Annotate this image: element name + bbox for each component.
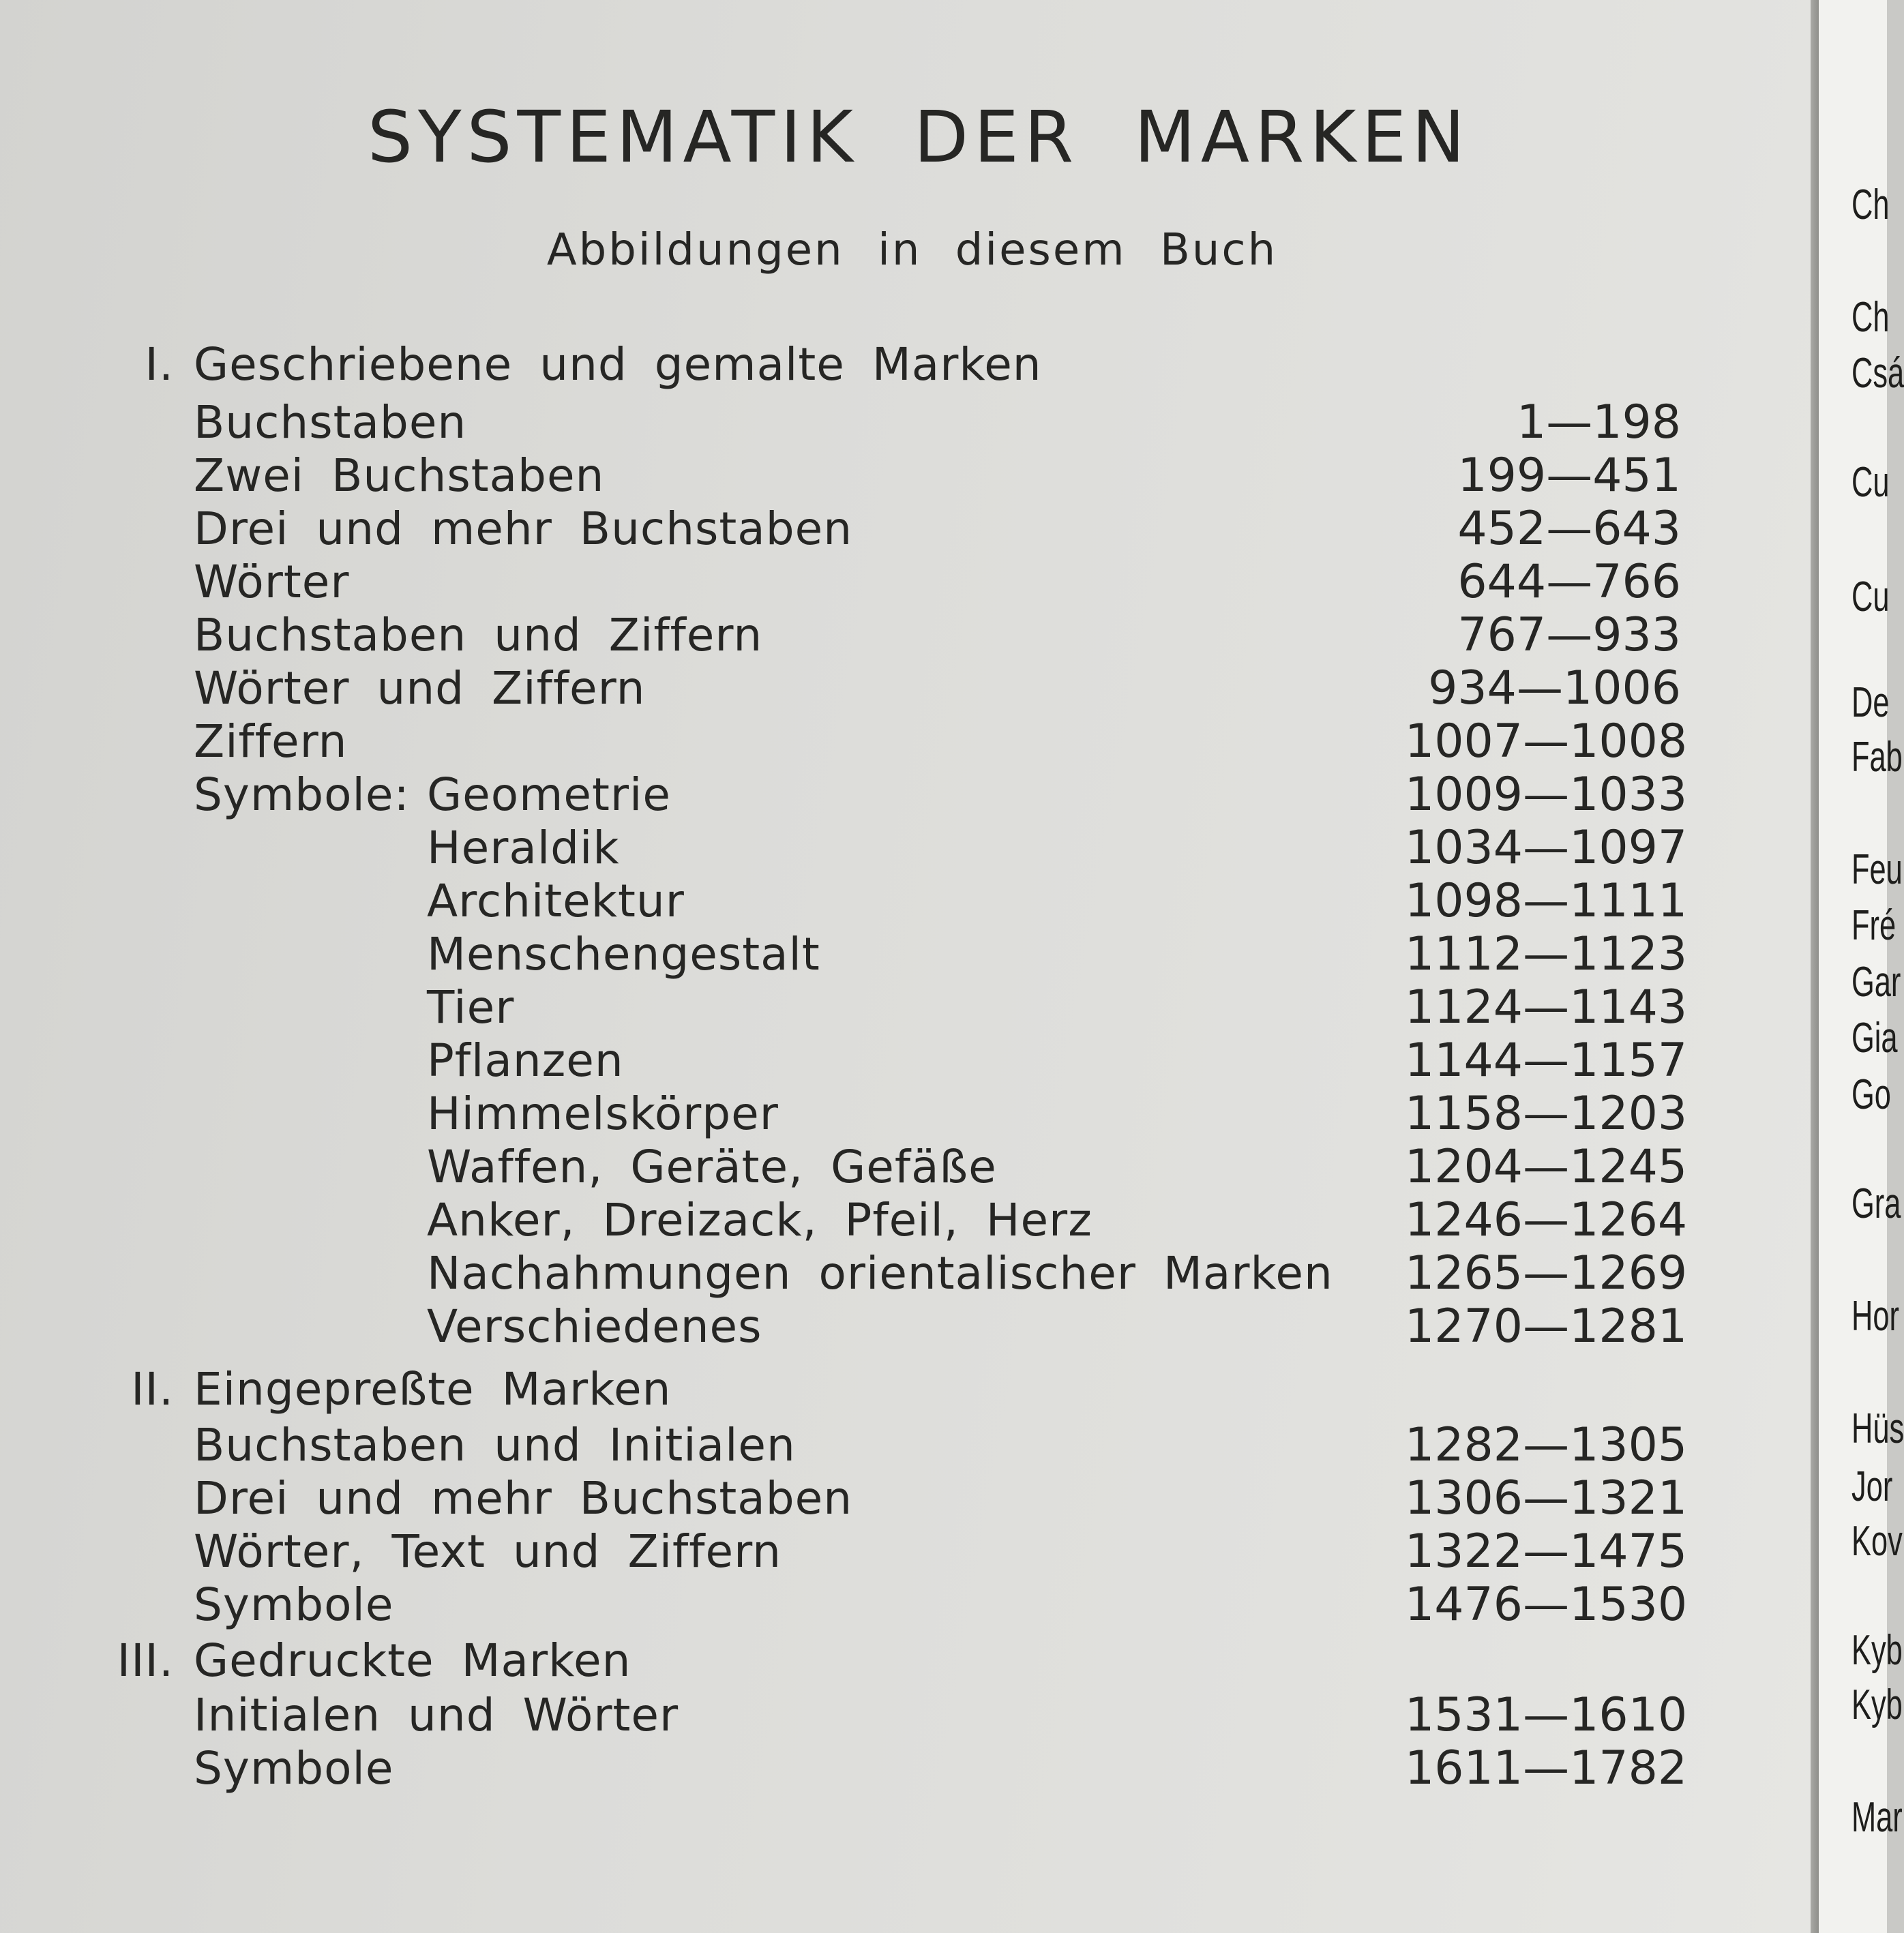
range-text — [1405, 980, 1688, 1035]
list-item — [0, 980, 1811, 1035]
facing-page-fragment: Kyb — [1851, 1627, 1903, 1674]
range-to: 198 — [1592, 395, 1681, 449]
facing-page-fragment: Feu — [1851, 846, 1903, 893]
section-heading — [0, 1634, 1811, 1688]
range-dash: — — [1523, 715, 1570, 768]
range-text — [1405, 874, 1688, 929]
range-text — [1405, 502, 1681, 556]
range-from: 767 — [1457, 608, 1547, 662]
section-number: III. — [117, 1634, 174, 1687]
range-dash: — — [1523, 1688, 1570, 1742]
range-from: 1204 — [1405, 1140, 1523, 1194]
page-title: SYSTEMATIK DER MARKEN — [367, 95, 1470, 179]
range-dash: — — [1523, 1087, 1570, 1141]
list-item — [0, 449, 1811, 503]
facing-page-fragment: Ch — [1851, 181, 1890, 228]
range-text — [1405, 1688, 1688, 1743]
range-text — [1405, 661, 1681, 716]
range-to: 1097 — [1569, 821, 1688, 875]
list-item — [0, 1140, 1811, 1195]
list-item — [0, 1688, 1811, 1743]
range-text — [1405, 395, 1681, 450]
range-dash: — — [1516, 661, 1563, 715]
list-item — [0, 1578, 1811, 1632]
range-to: 766 — [1592, 555, 1681, 609]
range-to: 1530 — [1569, 1578, 1688, 1632]
range-from: 452 — [1457, 502, 1547, 556]
range-from: 1144 — [1405, 1034, 1523, 1088]
range-text — [1405, 1578, 1688, 1632]
list-item — [0, 555, 1811, 610]
facing-page-fragment: Cu — [1851, 573, 1890, 620]
range-dash: — — [1523, 1471, 1570, 1525]
range-from: 1531 — [1405, 1688, 1523, 1742]
range-from: 1 — [1516, 395, 1547, 449]
range-dash: — — [1546, 555, 1593, 609]
range-from: 1158 — [1405, 1087, 1523, 1141]
range-dash: — — [1523, 1300, 1570, 1353]
range-dash: — — [1523, 768, 1570, 822]
list-item — [0, 608, 1811, 663]
range-from: 644 — [1457, 555, 1547, 609]
range-from: 1306 — [1405, 1471, 1523, 1525]
list-item — [0, 1087, 1811, 1141]
section-heading — [0, 338, 1811, 392]
range-to: 1264 — [1569, 1193, 1688, 1247]
facing-page-fragment: Mar — [1851, 1794, 1903, 1841]
section-number: I. — [145, 338, 174, 391]
facing-page-fragment: De — [1851, 679, 1890, 726]
list-item — [0, 768, 1811, 822]
range-dash: — — [1523, 1525, 1570, 1578]
range-to: 933 — [1592, 608, 1681, 662]
facing-page-fragment: Fab — [1851, 734, 1903, 781]
section-title: Geschriebene und gemalte Marken — [194, 338, 1042, 391]
range-from: 1124 — [1405, 980, 1523, 1034]
range-to: 1111 — [1569, 874, 1688, 928]
list-item — [0, 927, 1811, 982]
range-text — [1405, 1140, 1688, 1195]
facing-page-fragment: Kov — [1851, 1518, 1903, 1565]
range-to: 1203 — [1569, 1087, 1688, 1141]
range-text — [1405, 555, 1681, 610]
entry-label: Buchstaben und Initialen — [194, 1419, 796, 1471]
entry-prefix: Symbole: — [194, 768, 410, 821]
range-to: 1006 — [1562, 661, 1681, 715]
range-to: 1782 — [1569, 1741, 1688, 1795]
list-item — [0, 1525, 1811, 1579]
entry-label: Buchstaben und Ziffern — [194, 609, 763, 661]
facing-page-fragment: Fré — [1851, 902, 1896, 949]
range-to: 1033 — [1569, 768, 1688, 822]
entry-label: Wörter — [194, 556, 350, 608]
range-dash: — — [1523, 927, 1570, 981]
range-from: 1265 — [1405, 1246, 1523, 1300]
range-from: 1282 — [1405, 1418, 1523, 1472]
range-to: 1281 — [1569, 1300, 1688, 1353]
entry-label: Initialen und Wörter — [194, 1689, 679, 1741]
range-dash: — — [1546, 608, 1593, 662]
list-item — [0, 715, 1811, 769]
facing-page-fragment: Csá — [1851, 350, 1904, 397]
range-text — [1405, 608, 1681, 663]
entry-label: Waffen, Geräte, Gefäße — [427, 1141, 997, 1193]
range-to: 1008 — [1569, 715, 1688, 768]
range-to: 1475 — [1569, 1525, 1688, 1578]
range-text — [1405, 1418, 1688, 1473]
list-item — [0, 1418, 1811, 1473]
entry-label: Wörter und Ziffern — [194, 662, 646, 715]
facing-page-fragment: Gar — [1851, 959, 1901, 1006]
list-item — [0, 874, 1811, 929]
range-text — [1405, 715, 1688, 769]
facing-page-fragment: Kyb — [1851, 1681, 1903, 1728]
entry-label: Wörter, Text und Ziffern — [194, 1525, 782, 1578]
book-gutter — [1811, 0, 1819, 1933]
range-from: 1476 — [1405, 1578, 1523, 1632]
range-dash: — — [1523, 1034, 1570, 1088]
range-to: 1305 — [1569, 1418, 1688, 1472]
facing-page-fragment: Ch — [1851, 294, 1890, 341]
range-from: 1009 — [1405, 768, 1523, 822]
entry-label: Drei und mehr Buchstaben — [194, 503, 853, 555]
range-dash: — — [1523, 1193, 1570, 1247]
list-item — [0, 821, 1811, 875]
list-item — [0, 1300, 1811, 1354]
range-dash: — — [1523, 1578, 1570, 1632]
entry-label: Verschiedenes — [427, 1300, 762, 1353]
range-text — [1405, 1193, 1688, 1248]
list-item — [0, 1034, 1811, 1088]
range-from: 1322 — [1405, 1525, 1523, 1578]
entry-label: Nachahmungen orientalischer Marken — [427, 1247, 1333, 1300]
section-number: II. — [131, 1363, 174, 1415]
range-from: 934 — [1428, 661, 1517, 715]
range-from: 1246 — [1405, 1193, 1523, 1247]
range-dash: — — [1546, 395, 1593, 449]
list-item — [0, 502, 1811, 556]
range-dash: — — [1546, 449, 1593, 503]
entry-label: Symbole — [194, 1578, 394, 1631]
range-text — [1405, 1034, 1688, 1088]
range-text — [1405, 449, 1681, 503]
list-item — [0, 1741, 1811, 1796]
facing-page-fragment: Hüs — [1851, 1405, 1904, 1452]
range-dash: — — [1523, 821, 1570, 875]
range-from: 199 — [1457, 449, 1547, 503]
range-text — [1405, 1471, 1688, 1526]
range-from: 1270 — [1405, 1300, 1523, 1353]
list-item — [0, 661, 1811, 716]
range-from: 1611 — [1405, 1741, 1523, 1795]
range-from: 1098 — [1405, 874, 1523, 928]
range-to: 451 — [1592, 449, 1681, 503]
entry-label: Menschengestalt — [427, 928, 820, 980]
list-item — [0, 1471, 1811, 1526]
range-text — [1405, 821, 1688, 875]
range-to: 1321 — [1569, 1471, 1688, 1525]
list-item — [0, 395, 1811, 450]
range-text — [1405, 1300, 1688, 1354]
range-to: 643 — [1592, 502, 1681, 556]
range-to: 1610 — [1569, 1688, 1688, 1742]
facing-page-fragment: Gra — [1851, 1180, 1901, 1227]
range-text — [1405, 1246, 1688, 1301]
range-dash: — — [1523, 1140, 1570, 1194]
facing-page-fragment: Hor — [1851, 1293, 1899, 1340]
range-text — [1405, 1525, 1688, 1579]
range-from: 1034 — [1405, 821, 1523, 875]
range-dash: — — [1523, 874, 1570, 928]
list-item — [0, 1246, 1811, 1301]
entry-label: Anker, Dreizack, Pfeil, Herz — [427, 1194, 1092, 1246]
facing-page-fragment: Go — [1851, 1071, 1891, 1118]
range-dash: — — [1546, 502, 1593, 556]
entry-label: Drei und mehr Buchstaben — [194, 1472, 853, 1525]
range-from: 1007 — [1405, 715, 1523, 768]
facing-page-fragment: Cu — [1851, 459, 1890, 506]
entry-label: Buchstaben — [194, 396, 467, 449]
page-subtitle: Abbildungen in diesem Buch — [546, 225, 1278, 275]
section-title: Eingepreßte Marken — [194, 1363, 672, 1415]
entry-label: Ziffern — [194, 715, 348, 768]
entry-label: Himmelskörper — [427, 1088, 779, 1140]
entry-label: Pflanzen — [427, 1034, 624, 1087]
entry-label: Zwei Buchstaben — [194, 449, 605, 502]
range-dash: — — [1523, 1741, 1570, 1795]
list-item — [0, 1193, 1811, 1248]
range-text — [1405, 1741, 1688, 1796]
facing-page-fragment: Gia — [1851, 1015, 1898, 1062]
facing-page-edge — [1819, 0, 1904, 1933]
range-text — [1405, 768, 1688, 822]
entry-label: Symbole — [194, 1742, 394, 1795]
entry-label: Architektur — [427, 875, 685, 927]
range-to: 1143 — [1569, 980, 1688, 1034]
entry-label: Geometrie — [427, 768, 671, 821]
section-heading — [0, 1362, 1811, 1417]
range-from: 1112 — [1405, 927, 1523, 981]
range-dash: — — [1523, 1246, 1570, 1300]
range-text — [1405, 927, 1688, 982]
range-dash: — — [1523, 980, 1570, 1034]
entry-label: Heraldik — [427, 822, 620, 874]
entry-label: Tier — [427, 981, 515, 1034]
range-to: 1123 — [1569, 927, 1688, 981]
range-to: 1269 — [1569, 1246, 1688, 1300]
range-to: 1157 — [1569, 1034, 1688, 1088]
range-dash: — — [1523, 1418, 1570, 1472]
range-to: 1245 — [1569, 1140, 1688, 1194]
section-title: Gedruckte Marken — [194, 1634, 631, 1687]
facing-page-fragment: Jor — [1851, 1463, 1893, 1510]
range-text — [1405, 1087, 1688, 1141]
